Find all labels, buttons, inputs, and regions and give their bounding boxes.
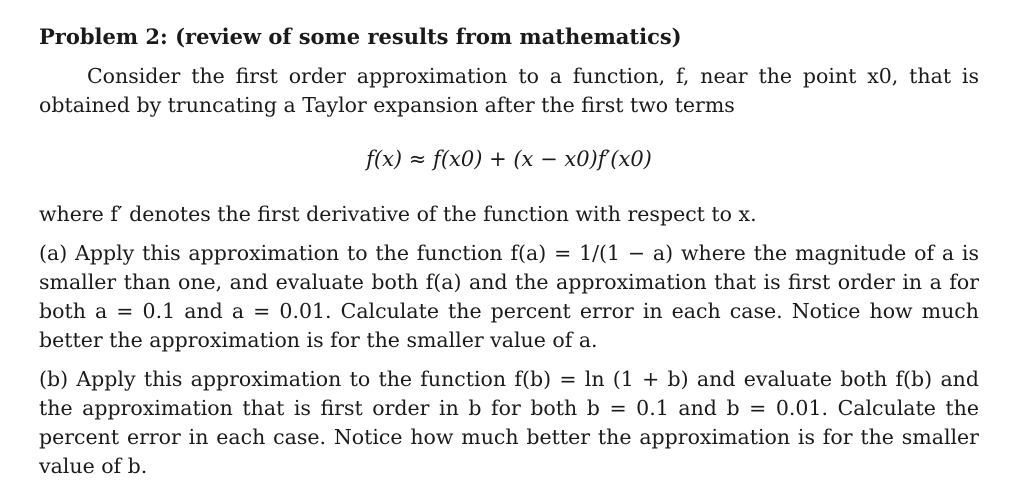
taylor-equation: f(x) ≈ f(x0) + (x − x0)f′(x0) xyxy=(366,147,652,171)
problem-title: Problem 2: (review of some results from mathematics) xyxy=(39,24,682,49)
problem-page xyxy=(39,22,979,481)
part-a: (a) Apply this approximation to the function f(a) = 1/(1 − a) where the magnitude of a is smaller than one, and evaluate both f(a) and the approximation that is first order in a for both a = 0.1 and a = 0.01. Calculate the percent error in each case. Notice how much better the approximation is for the smaller value of a. xyxy=(39,241,979,352)
part-b: (b) Apply this approximation to the function f(b) = ln (1 + b) and evaluate both f(b) and the approximation that is first order in b for both b = 0.1 and b = 0.01. Calculate the percent error in each case. Notice how much better the approximation is for the smaller value of b. xyxy=(39,367,979,478)
intro-paragraph: Consider the first order approximation to a function, f, near the point x0, that is obtained by truncating a Taylor expansion after the first two terms xyxy=(39,64,979,117)
derivative-note: where f′ denotes the first derivative of the function with respect to x. xyxy=(39,202,757,226)
